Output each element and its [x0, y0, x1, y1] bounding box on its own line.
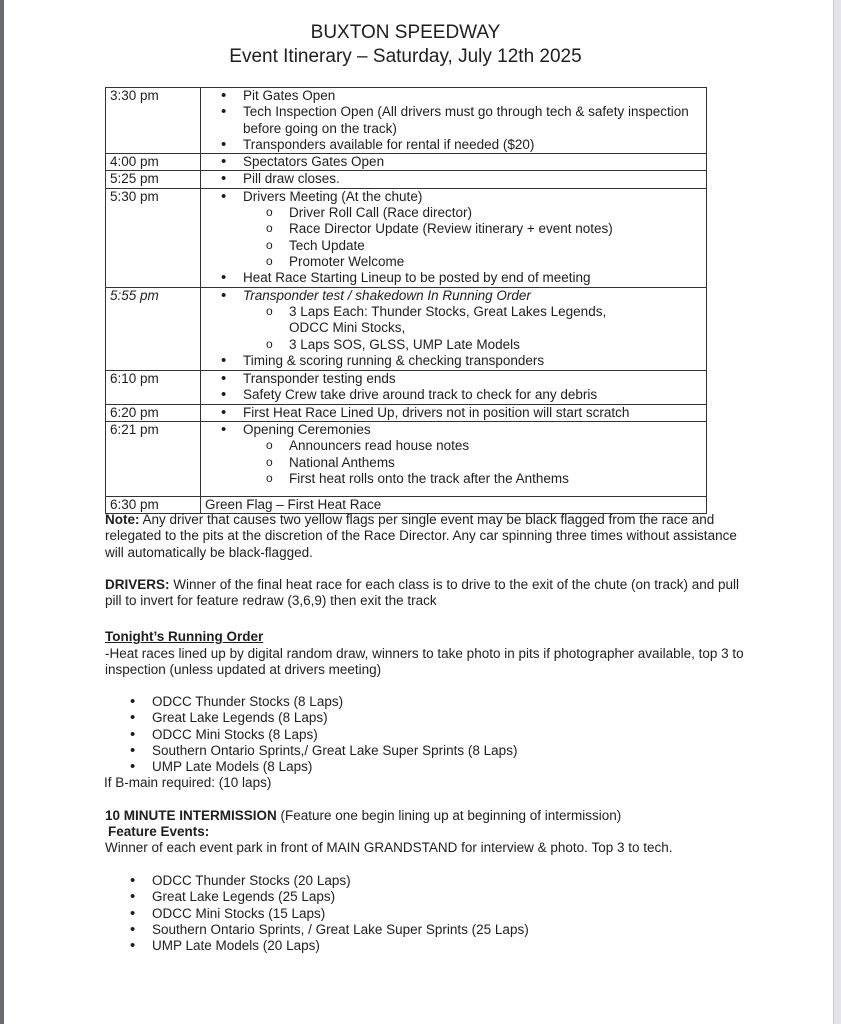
schedule-time: 6:21 pm — [106, 422, 201, 497]
intermission-label: 10 MINUTE INTERMISSION — [105, 808, 277, 823]
page-right-edge — [833, 0, 841, 1024]
heat-race-item: • ODCC Thunder Stocks (8 Laps) — [152, 694, 517, 710]
schedule-item: • Transponder testing ends — [243, 371, 702, 387]
schedule-row — [106, 88, 707, 154]
schedule-item: • Timing & scoring running & checking transponders — [243, 353, 702, 369]
drivers-text: Winner of the final heat race for each class is to drive to the exit of the chute (on track) and pull pill to invert for feature redraw (3,6,9) then exit the track — [105, 577, 740, 609]
drivers-label: DRIVERS: — [105, 577, 170, 592]
schedule-item — [243, 422, 702, 487]
schedule-activities — [201, 404, 707, 421]
schedule-time: 5:30 pm — [106, 188, 201, 287]
schedule-activities — [201, 287, 707, 370]
schedule-row — [106, 188, 707, 287]
schedule-item: • Pill draw closes. — [243, 171, 702, 187]
note-label: Note: — [105, 512, 140, 527]
heat-race-item: • Southern Ontario Sprints,/ Great Lake Super Sprints (8 Laps) — [152, 743, 517, 759]
schedule-subitem: o Tech Update — [289, 238, 702, 254]
schedule-activities — [201, 171, 707, 188]
schedule-item-text: Drivers Meeting (At the chute) — [243, 188, 423, 204]
schedule-time: 6:30 pm — [106, 497, 201, 514]
schedule-activities — [201, 370, 707, 404]
schedule-time: 5:55 pm — [106, 287, 201, 370]
schedule-time: 6:10 pm — [106, 370, 201, 404]
heat-race-item: • ODCC Mini Stocks (8 Laps) — [152, 727, 517, 743]
schedule-activities — [201, 88, 707, 154]
schedule-time: 6:20 pm — [106, 404, 201, 421]
heat-race-item: • UMP Late Models (8 Laps) — [152, 759, 517, 775]
feature-event-item: • ODCC Mini Stocks (15 Laps) — [152, 906, 529, 922]
schedule-row — [106, 404, 707, 421]
schedule-subitem: o National Anthems — [289, 455, 702, 471]
note-paragraph — [105, 512, 745, 561]
schedule-subitem: o Announcers read house notes — [289, 438, 702, 454]
schedule-item: • Transponders available for rental if needed ($20) — [243, 137, 702, 153]
schedule-subitem: o Driver Roll Call (Race director) — [289, 205, 702, 221]
feature-event-item: • Southern Ontario Sprints, / Great Lake Super Sprints (25 Laps) — [152, 922, 529, 938]
schedule-activity-text: Green Flag – First Heat Race — [201, 497, 707, 514]
schedule-row — [106, 171, 707, 188]
schedule-subitem: o Promoter Welcome — [289, 254, 702, 270]
running-order-heading: Tonight’s Running Order — [105, 629, 264, 644]
note-text: Any driver that causes two yellow flags per single event may be black flagged from the race and relegated to the pits at the discretion of the Race Director. Any car spinning three times without assistance will automatically be black-flagged. — [105, 512, 737, 560]
schedule-time: 3:30 pm — [106, 88, 201, 154]
schedule-item: • Spectators Gates Open — [243, 154, 702, 170]
intermission-paragraph — [105, 808, 745, 824]
schedule-item-text: Opening Ceremonies — [243, 422, 371, 438]
schedule-item: • Heat Race Starting Lineup to be posted by end of meeting — [243, 270, 702, 286]
heat-race-list — [152, 694, 517, 775]
schedule-subitem: o First heat rolls onto the track after the Anthems — [289, 471, 702, 487]
schedule-time: 4:00 pm — [106, 154, 201, 171]
feature-events-description: Winner of each event park in front of MAIN GRANDSTAND for interview & photo. Top 3 to tech. — [105, 840, 673, 855]
feature-event-list — [152, 873, 529, 954]
schedule-item — [243, 288, 702, 353]
b-main-note: If B-main required: (10 laps) — [104, 775, 272, 790]
running-order-description: -Heat races lined up by digital random draw, winners to take photo in pits if photographer available, top 3 to inspection (unless updated at drivers meeting) — [105, 646, 744, 678]
schedule-subitem: o Race Director Update (Review itinerary + event notes) — [289, 221, 702, 237]
schedule-item: • Tech Inspection Open (All drivers must go through tech & safety inspection before going on the track) — [243, 104, 702, 137]
schedule-row — [106, 154, 707, 171]
schedule-row — [106, 370, 707, 404]
schedule-item-text: Transponder test / shakedown In Running Order — [243, 287, 531, 303]
schedule-table — [105, 87, 707, 514]
schedule-activities — [201, 188, 707, 287]
feature-event-item: • Great Lake Legends (25 Laps) — [152, 889, 529, 905]
document-title: BUXTON SPEEDWAY — [310, 22, 501, 43]
intermission-text: (Feature one begin lining up at beginning of intermission) — [276, 808, 622, 823]
schedule-item: • Safety Crew take drive around track to check for any debris — [243, 387, 702, 403]
feature-event-item: • UMP Late Models (20 Laps) — [152, 938, 529, 954]
schedule-activities — [201, 154, 707, 171]
schedule-subitem: o 3 Laps Each: Thunder Stocks, Great Lakes Legends, ODCC Mini Stocks, — [289, 304, 702, 337]
feature-event-item: • ODCC Thunder Stocks (20 Laps) — [152, 873, 529, 889]
schedule-time: 5:25 pm — [106, 171, 201, 188]
heat-race-item: • Great Lake Legends (8 Laps) — [152, 710, 517, 726]
schedule-item: • First Heat Race Lined Up, drivers not in position will start scratch — [243, 405, 702, 421]
drivers-paragraph — [105, 577, 745, 610]
schedule-row — [106, 422, 707, 497]
schedule-item — [243, 189, 702, 270]
schedule-activities — [201, 422, 707, 497]
schedule-item: • Pit Gates Open — [243, 88, 702, 104]
feature-events-heading: Feature Events: — [108, 824, 210, 839]
document-subtitle: Event Itinerary – Saturday, July 12th 2025 — [229, 46, 582, 67]
schedule-subitem: o 3 Laps SOS, GLSS, UMP Late Models — [289, 337, 702, 353]
schedule-row — [106, 287, 707, 370]
